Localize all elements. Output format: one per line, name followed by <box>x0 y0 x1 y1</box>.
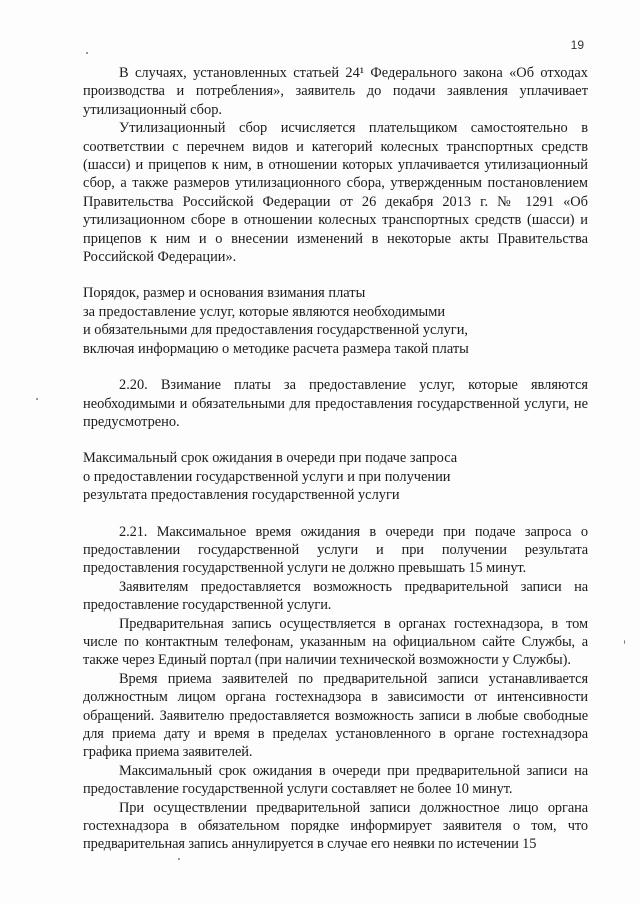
paragraph-reception-time: Время приема заявителей по предварительной записи устанавливается должностным лицом органа гостехнадзора в зависимости от интенсивности обращений. Заявителю предоставляется возможность записи в любые свободные для приема дату и время в пределах установленного в органе гостехнадзора графика приема заявителей. <box>83 670 588 761</box>
paragraph-pre-registration: Заявителям предоставляется возможность предварительной записи на предоставление государственной услуги. <box>83 578 588 614</box>
section-heading-fee <box>83 284 588 358</box>
heading-line: и обязательными для предоставления государственной услуги, <box>83 322 469 339</box>
paragraph-2-20: 2.20. Взимание платы за предоставление услуг, которые являются необходимыми и обязательными для предоставления государственной услуги, не предусмотрено. <box>83 377 588 430</box>
page-number: 19 <box>570 38 584 52</box>
heading-line: Максимальный срок ожидания в очереди при подаче запроса <box>83 450 458 467</box>
scan-speck <box>624 640 625 644</box>
paragraph-cancellation-notice: При осуществлении предварительной записи должностное лицо органа гостехнадзора в обязательном порядке информирует заявителя о том, что предварительная запись аннулируется в случае его неявки по истечении 15 <box>83 799 588 853</box>
heading-line: включая информацию о методике расчета размера такой платы <box>83 340 469 357</box>
paragraph-recycling-fee-intro: В случаях, установленных статьей 24¹ Федерального закона «Об отходах производства и потребления», заявитель до подачи заявления уплачивает утилизационный сбор. <box>83 65 588 118</box>
scan-speck <box>86 52 88 54</box>
heading-line: за предоставление услуг, которые являются необходимыми <box>83 303 446 320</box>
heading-line: Порядок, размер и основания взимания платы <box>83 285 366 302</box>
paragraph-recycling-fee-calculation: Утилизационный сбор исчисляется плательщиком самостоятельно в соответствии с перечнем видов и категорий колесных транспортных средств (шасси) и прицепов к ним, в отношении которых уплачивается утилизационный сбор, а также размеров утилизационного сбора, утвержденным постановлением Правительства Российской Федерации от 26 декабря 2013 г. № 1291 «Об утилизационном сборе в отношении колесных транспортных средств (шасси) и прицепов к ним и о внесении изменений в некоторые акты Правительства Российской Федерации». <box>83 120 588 266</box>
paragraph-pre-registration-channels: Предварительная запись осуществляется в органах гостехнадзора, в том числе по контактным телефонам, указанным на официальном сайте Службы, а также через Единый портал (при наличии технической возможности у Службы). <box>83 615 588 669</box>
heading-line: о предоставлении государственной услуги и при получении <box>83 468 451 485</box>
paragraph-max-wait: Максимальный срок ожидания в очереди при предварительной записи на предоставление государственной услуги составляет не более 10 минут. <box>83 762 588 798</box>
scan-speck <box>178 858 180 860</box>
document-body <box>83 64 588 854</box>
paragraph-2-21: 2.21. Максимальное время ожидания в очереди при подаче запроса о предоставлении государственной услуги и при получении результата предоставления государственной услуги не должно превышать 15 минут. <box>83 523 588 577</box>
scan-speck <box>36 398 38 400</box>
section-heading-queue <box>83 449 588 504</box>
heading-line: результата предоставления государственной услуги <box>83 487 400 504</box>
